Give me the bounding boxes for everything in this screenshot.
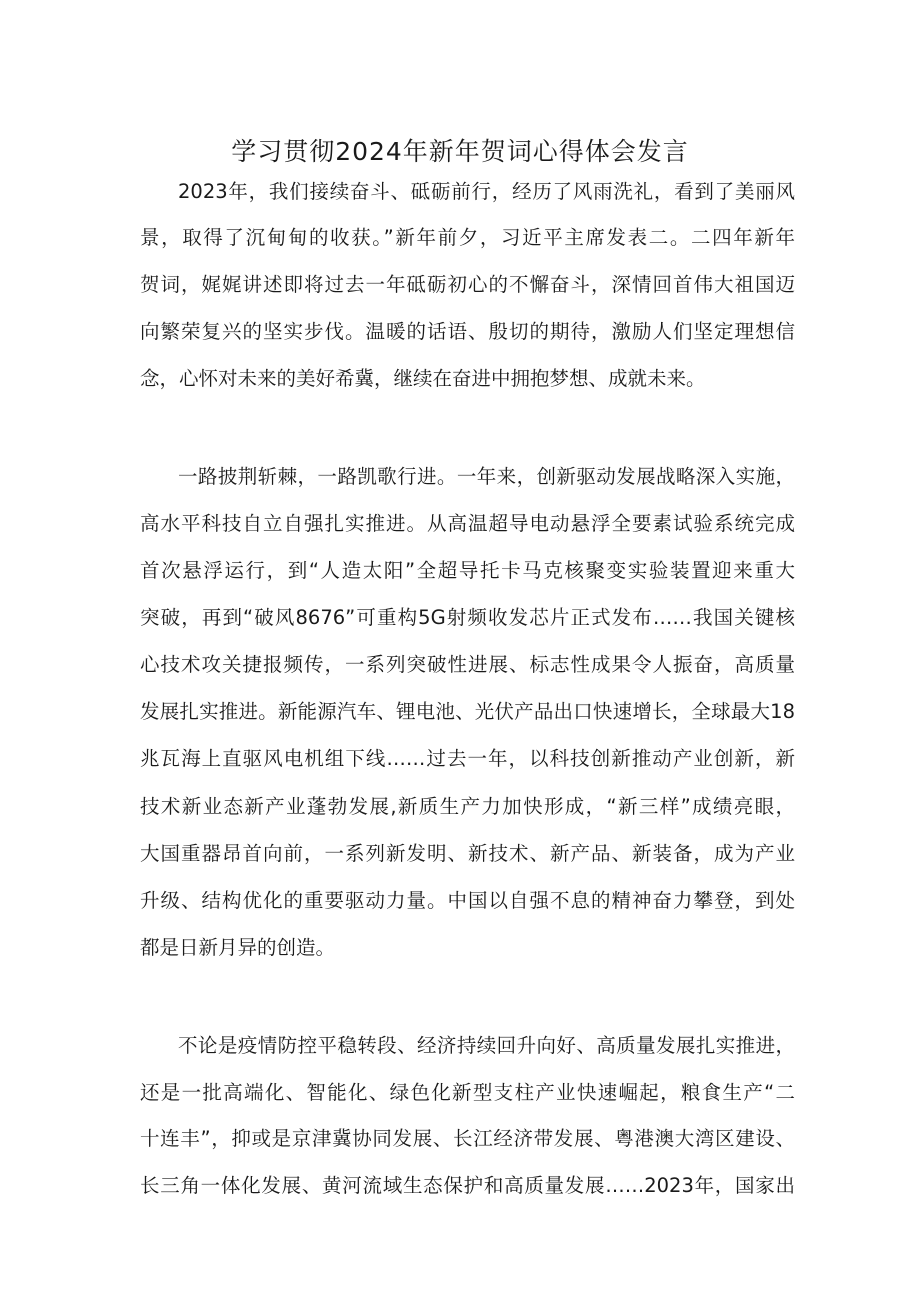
paragraph-1-line-4: 向繁荣复兴的坚实步伐。温暖的话语、殷切的期待，激励人们坚定理想信 (140, 320, 795, 343)
paragraph-2-line-7: 兆瓦海上直驱风电机组下线……过去一年，以科技创新推动产业创新，新 (140, 747, 795, 770)
paragraph-2-line-2: 高水平科技自立自强扎实推进。从高温超导电动悬浮全要素试验系统完成 (140, 512, 795, 535)
paragraph-2-line-11: 都是日新月异的创造。 (140, 936, 336, 959)
paragraph-3-line-4: 长三角一体化发展、黄河流域生态保护和高质量发展……2023年，国家出 (140, 1174, 795, 1197)
paragraph-2-line-9: 大国重器昂首向前，一系列新发明、新技术、新产品、新装备，成为产业 (140, 842, 795, 865)
paragraph-1-line-5: 念，心怀对未来的美好希冀，继续在奋进中拥抱梦想、成就未来。 (140, 367, 706, 390)
paragraph-2-line-8: 技术新业态新产业蓬勃发展,新质生产力加快形成，“新三样”成绩亮眼， (140, 795, 795, 818)
paragraph-3-line-1: 不论是疫情防控平稳转段、经济持续回升向好、高质量发展扎实推进， (178, 1034, 795, 1057)
paragraph-1-line-1: 2023年，我们接续奋斗、砥砺前行，经历了风雨洗礼，看到了美丽风 (178, 180, 795, 203)
paragraph-2-line-4: 突破，再到“破风8676”可重构5G射频收发芯片正式发布……我国关键核 (140, 606, 795, 629)
document-title: 学习贯彻2024年新年贺词心得体会发言 (231, 137, 689, 166)
paragraph-2-line-10: 升级、结构优化的重要驱动力量。中国以自强不息的精神奋力攀登，到处 (140, 889, 795, 912)
paragraph-2-line-5: 心技术攻关捷报频传，一系列突破性进展、标志性成果令人振奋，高质量 (140, 653, 795, 676)
paragraph-3-line-3: 十连丰”，抑或是京津冀协同发展、长江经济带发展、粤港澳大湾区建设、 (140, 1127, 795, 1150)
paragraph-1-line-3: 贺词，娓娓讲述即将过去一年砥砺初心的不懈奋斗，深情回首伟大祖国迈 (140, 273, 795, 296)
paragraph-3-line-2: 还是一批高端化、智能化、绿色化新型支柱产业快速崛起，粮食生产“二 (140, 1081, 795, 1104)
paragraph-2-line-6: 发展扎实推进。新能源汽车、锂电池、光伏产品出口快速增长，全球最大18 (140, 700, 795, 723)
paragraph-1-line-2: 景，取得了沉甸甸的收获。”新年前夕，习近平主席发表二。二四年新年 (140, 226, 795, 249)
paragraph-2-line-3: 首次悬浮运行，到“人造太阳”全超导托卡马克核聚变实验装置迎来重大 (140, 559, 795, 582)
paragraph-2-line-1: 一路披荆斩棘，一路凯歌行进。一年来，创新驱动发展战略深入实施， (178, 465, 795, 488)
